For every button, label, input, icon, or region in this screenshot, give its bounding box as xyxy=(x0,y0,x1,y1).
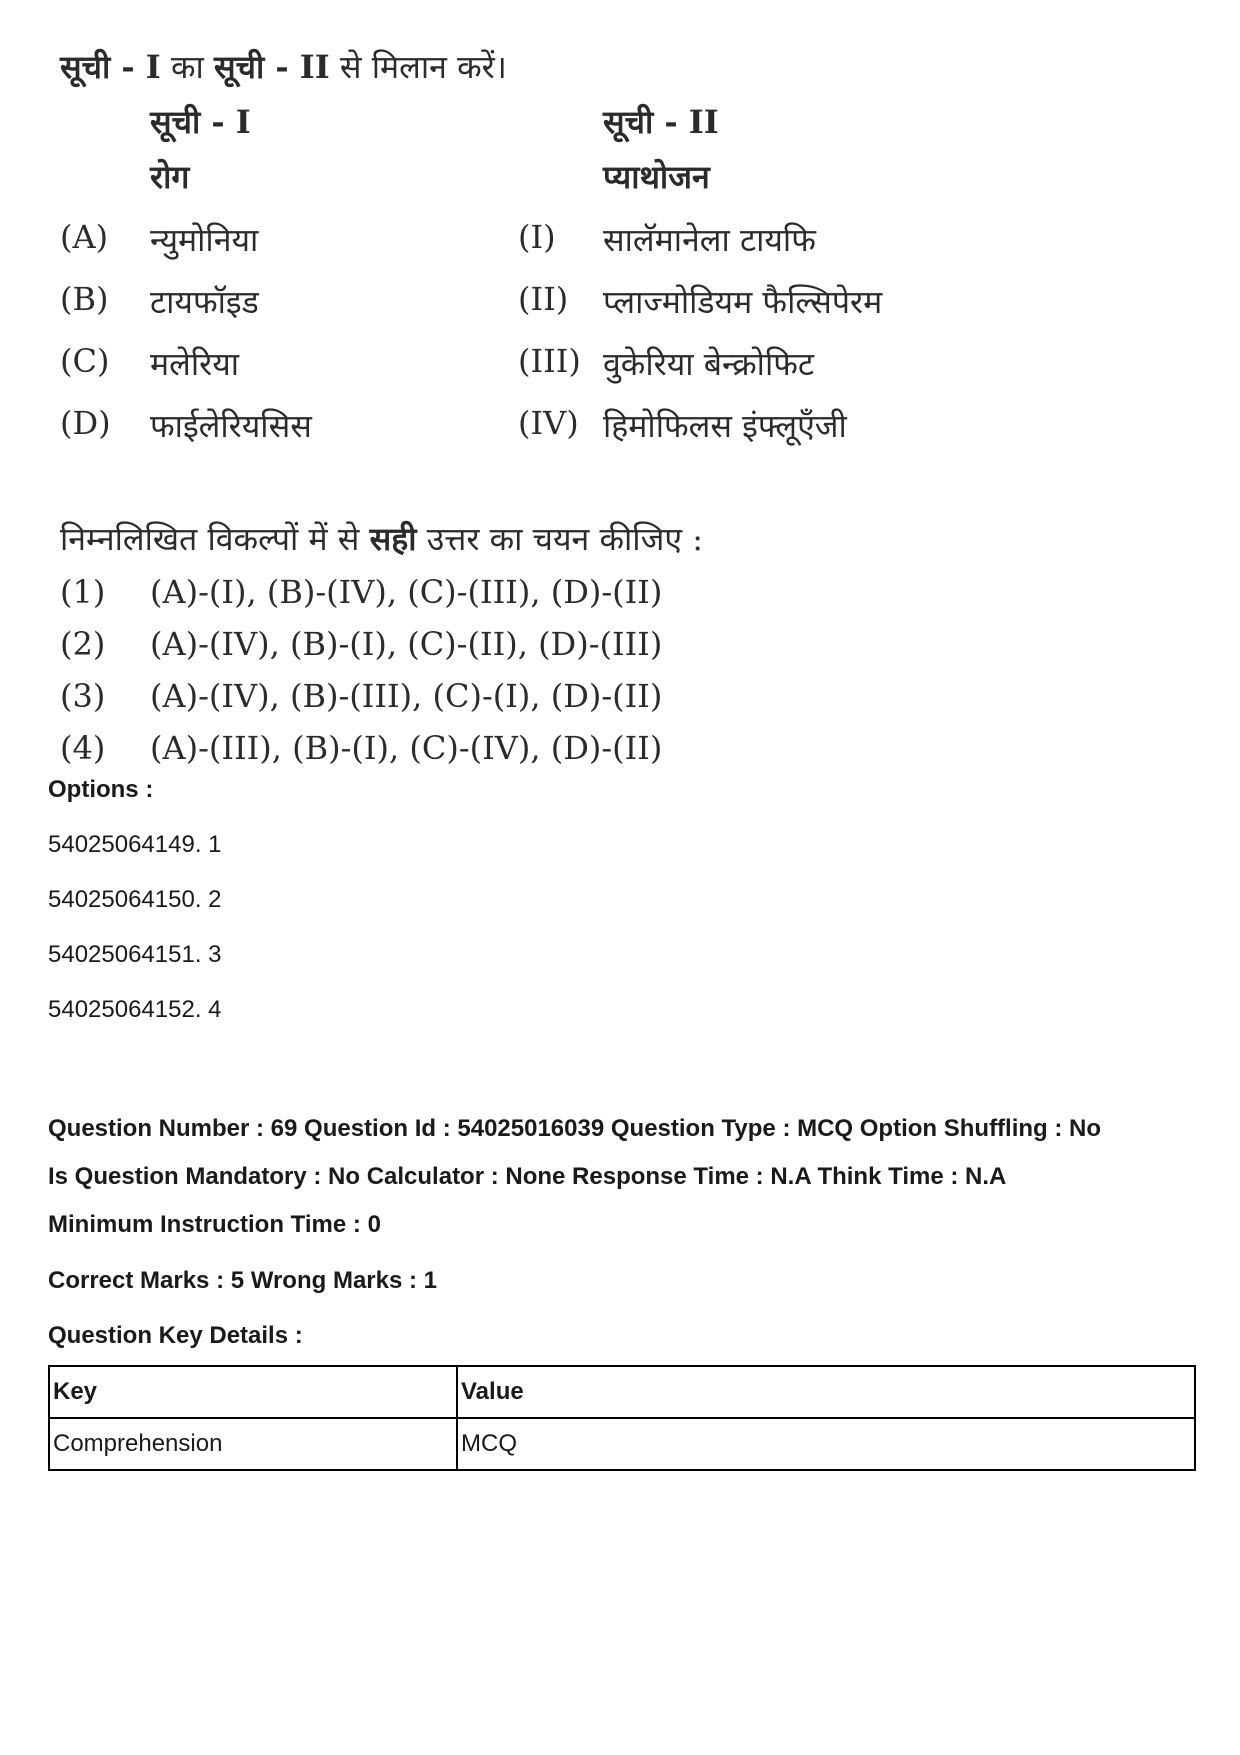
option-2: 54025064150. 2 xyxy=(48,886,222,913)
instruction-connector: का xyxy=(160,48,214,86)
choice-number-4: (4) xyxy=(60,729,106,767)
list1-label-d: (D) xyxy=(60,404,111,442)
choice-number-1: (1) xyxy=(60,573,106,611)
choice-text-3: (A)-(IV), (B)-(III), (C)-(I), (D)-(II) xyxy=(150,677,663,715)
table-row xyxy=(49,1418,1195,1470)
option-3: 54025064151. 3 xyxy=(48,941,222,968)
choice-number-2: (2) xyxy=(60,625,106,663)
list1-label-a: (A) xyxy=(60,218,109,256)
question-marks: Correct Marks : 5 Wrong Marks : 1 xyxy=(48,1267,438,1294)
list1-label-b: (B) xyxy=(60,280,109,318)
table-header-key: Key xyxy=(49,1366,457,1418)
list1-item-a: न्युमोनिया xyxy=(150,221,259,259)
instruction-tail: से मिलान करें। xyxy=(329,48,507,86)
table-header-row xyxy=(49,1366,1195,1418)
key-details-table xyxy=(48,1365,1196,1471)
list1-title: सूची - I xyxy=(150,103,251,141)
list2-item-iii: वुकेरिया बेन्क्रोफिट xyxy=(603,345,815,383)
list2-item-iv: हिमोफिलस इंफ्लूएँजी xyxy=(603,407,847,445)
table-header-value: Value xyxy=(457,1366,1195,1418)
list1-label-c: (C) xyxy=(60,342,110,380)
list2-label-iv: (IV) xyxy=(518,404,579,442)
choose-instruction xyxy=(60,517,703,560)
match-instruction xyxy=(60,45,507,88)
choice-text-4: (A)-(III), (B)-(I), (C)-(IV), (D)-(II) xyxy=(150,729,663,767)
option-4: 54025064152. 4 xyxy=(48,996,222,1023)
choice-number-3: (3) xyxy=(60,677,106,715)
list1-item-b: टायफॉइड xyxy=(150,283,259,321)
table-cell-value: MCQ xyxy=(457,1418,1195,1470)
question-meta-line3: Minimum Instruction Time : 0 xyxy=(48,1211,381,1238)
question-image xyxy=(48,30,968,770)
choice-text-1: (A)-(I), (B)-(IV), (C)-(III), (D)-(II) xyxy=(150,573,663,611)
list2-item-i: सालॅमानेला टायफि xyxy=(603,221,816,259)
question-meta-line1: Question Number : 69 Question Id : 54025016039 Question Type : MCQ Option Shuffling : No xyxy=(48,1115,1102,1142)
options-label: Options : xyxy=(48,776,154,803)
choice-text-2: (A)-(IV), (B)-(I), (C)-(II), (D)-(III) xyxy=(150,625,663,663)
list1-item-c: मलेरिया xyxy=(150,345,240,383)
instruction-list2: सूची - II xyxy=(214,48,330,86)
option-1: 54025064149. 1 xyxy=(48,831,222,858)
question-meta-line2: Is Question Mandatory : No Calculator : None Response Time : N.A Think Time : N.A xyxy=(48,1163,1007,1190)
choose-emphasis: सही xyxy=(369,520,417,558)
choose-text-c: उत्तर का चयन कीजिए : xyxy=(416,520,703,558)
instruction-list1: सूची - I xyxy=(60,48,161,86)
list2-label-ii: (II) xyxy=(518,280,569,318)
list2-label-i: (I) xyxy=(518,218,556,256)
list2-title: सूची - II xyxy=(603,103,719,141)
choose-text-a: निम्नलिखित विकल्पों में से xyxy=(60,520,370,558)
list2-item-ii: प्लाज्मोडियम फैल्सिपेरम xyxy=(603,283,883,321)
key-details-label: Question Key Details : xyxy=(48,1322,303,1349)
list1-item-d: फाईलेरियसिस xyxy=(150,407,312,445)
table-cell-key: Comprehension xyxy=(49,1418,457,1470)
list1-heading: रोग xyxy=(150,158,190,196)
list2-heading: प्याथोजन xyxy=(603,158,710,196)
list2-label-iii: (III) xyxy=(518,342,581,380)
